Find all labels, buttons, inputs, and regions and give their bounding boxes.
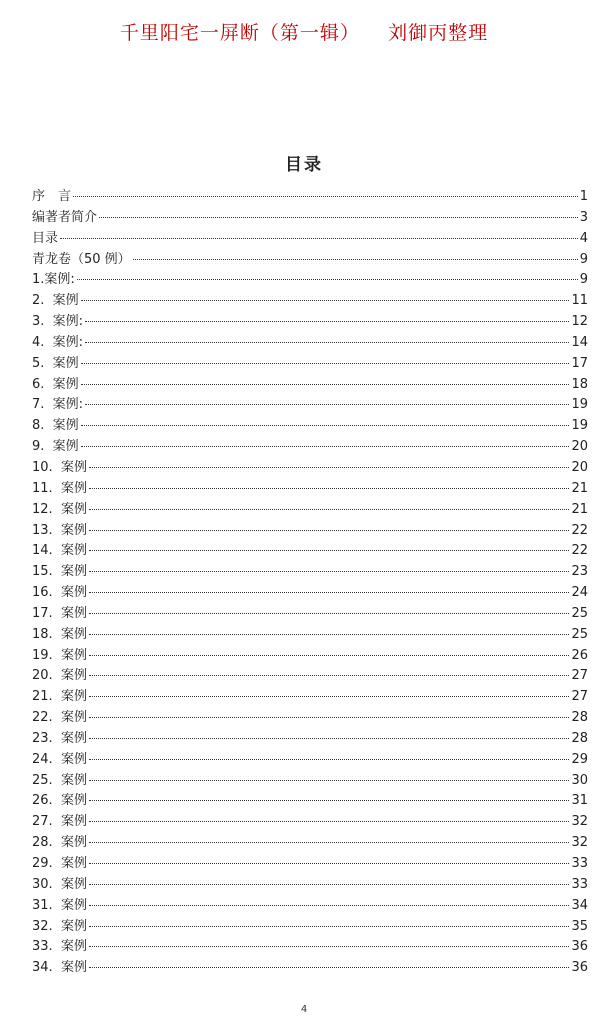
toc-entry[interactable] [32, 708, 588, 729]
toc-entry[interactable] [32, 250, 588, 271]
page-header: 千里阳宅一屏断（第一辑） 刘御丙整理 [119, 22, 489, 44]
toc-entry-page: 22 [571, 522, 588, 538]
toc-entry[interactable] [32, 229, 588, 250]
dot-leader [99, 216, 578, 218]
toc-entry[interactable] [32, 917, 588, 938]
dot-leader [85, 403, 569, 405]
toc-entry-page: 36 [571, 939, 588, 955]
toc-entry-page: 1 [579, 189, 588, 204]
toc-entry-title: 22. 案例 [32, 710, 87, 726]
toc-entry-page: 19 [571, 418, 588, 434]
toc-entry-page: 36 [571, 960, 588, 976]
toc-entry[interactable] [32, 833, 588, 854]
toc-entry-page: 21 [571, 501, 588, 517]
toc-entry-page: 33 [571, 856, 588, 871]
dot-leader [89, 737, 570, 739]
toc-entry-page: 28 [571, 710, 588, 726]
toc-entry-title: 32. 案例 [32, 918, 87, 934]
dot-leader [85, 341, 569, 343]
toc-entry[interactable] [32, 666, 588, 687]
toc-entry-page: 12 [571, 314, 588, 330]
toc-entry[interactable] [32, 375, 588, 396]
toc-entry-title: 序 言 [32, 189, 72, 204]
toc-entry[interactable] [32, 958, 588, 979]
toc-entry-page: 9 [579, 272, 588, 288]
toc-entry-page: 9 [579, 251, 588, 267]
toc-entry-title: 4. 案例: [32, 334, 84, 350]
toc-entry[interactable] [32, 208, 588, 229]
toc-entry-title: 18. 案例 [32, 626, 87, 642]
dot-leader [89, 966, 570, 968]
dot-leader [89, 487, 570, 489]
toc-entry-page: 32 [571, 835, 588, 851]
toc-entry[interactable] [32, 437, 588, 458]
dot-leader [89, 925, 570, 927]
dot-leader [89, 570, 570, 572]
toc-entry-title: 30. 案例 [32, 876, 87, 892]
toc-entry[interactable] [32, 333, 588, 354]
toc-entry[interactable] [32, 312, 588, 333]
toc-entry-page: 31 [571, 793, 588, 809]
dot-leader [89, 862, 570, 864]
toc-entry-title: 20. 案例 [32, 668, 87, 684]
toc-entry[interactable] [32, 812, 588, 833]
dot-leader [81, 383, 570, 385]
dot-leader [89, 758, 570, 760]
toc-entry-page: 27 [571, 689, 588, 705]
toc-entry-title: 12. 案例 [32, 501, 87, 517]
toc-entry-page: 19 [571, 397, 588, 413]
toc-entry-title: 目录 [32, 230, 59, 246]
toc-entry-page: 14 [571, 334, 588, 350]
toc-entry-page: 32 [571, 814, 588, 830]
toc-entry-title: 15. 案例 [32, 564, 87, 580]
toc-entry-page: 17 [571, 355, 588, 371]
toc-entry-title: 25. 案例 [32, 772, 87, 788]
dot-leader [89, 716, 570, 718]
dot-leader [81, 445, 570, 447]
dot-leader [89, 529, 570, 531]
toc-entry-title: 17. 案例 [32, 605, 87, 621]
toc-entry[interactable] [32, 750, 588, 771]
toc-entry[interactable] [32, 562, 588, 583]
toc-entry-title: 28. 案例 [32, 835, 87, 851]
dot-leader [89, 799, 570, 801]
toc-entry[interactable] [32, 395, 588, 416]
toc-entry[interactable] [32, 687, 588, 708]
toc-entry-page: 18 [571, 376, 588, 392]
toc-entry-page: 11 [571, 293, 588, 309]
toc-entry-title: 6. 案例 [32, 376, 79, 392]
dot-leader [81, 362, 570, 364]
toc-entry[interactable] [32, 541, 588, 562]
toc-entry-page: 27 [571, 668, 588, 684]
toc-entry[interactable] [32, 416, 588, 437]
dot-leader [89, 945, 570, 947]
toc-entry-title: 7. 案例: [32, 397, 84, 413]
dot-leader [89, 904, 570, 906]
dot-leader [89, 695, 570, 697]
toc-entry-page: 25 [571, 605, 588, 621]
toc-entry-title: 29. 案例 [32, 856, 87, 871]
toc-entry-title: 14. 案例 [32, 543, 87, 559]
toc-entry[interactable] [32, 291, 588, 312]
toc-entry-title: 19. 案例 [32, 647, 87, 663]
dot-leader [60, 237, 578, 239]
toc-entry-page: 33 [571, 876, 588, 892]
toc-entry-title: 2. 案例 [32, 293, 79, 309]
toc-entry-page: 28 [571, 730, 588, 746]
toc-entry-page: 20 [571, 459, 588, 475]
toc-entry-title: 34. 案例 [32, 960, 87, 976]
toc-entry[interactable] [32, 791, 588, 812]
toc-entry-title: 9. 案例 [32, 439, 79, 455]
page-number: 4 [300, 1004, 308, 1015]
toc-entry-title: 8. 案例 [32, 418, 79, 434]
toc-entry-page: 3 [579, 209, 588, 225]
toc-entry[interactable] [32, 896, 588, 917]
toc-entry-page: 34 [571, 897, 588, 913]
toc-entry-page: 20 [571, 439, 588, 455]
toc-entry[interactable] [32, 500, 588, 521]
toc-entry-page: 25 [571, 626, 588, 642]
toc-entry[interactable] [32, 729, 588, 750]
toc-entry-title: 10. 案例 [32, 459, 87, 475]
toc-entry-title: 3. 案例: [32, 314, 84, 330]
toc-entry-title: 5. 案例 [32, 355, 79, 371]
toc-entry-page: 23 [571, 564, 588, 580]
toc-heading: 目录 [285, 155, 323, 175]
dot-leader [89, 591, 570, 593]
toc-entry[interactable] [32, 937, 588, 958]
toc-entry[interactable] [32, 583, 588, 604]
toc-entry[interactable] [32, 854, 588, 875]
dot-leader [89, 841, 570, 843]
dot-leader [85, 320, 569, 322]
dot-leader [89, 883, 570, 885]
toc-list [32, 187, 588, 979]
toc-entry[interactable] [32, 521, 588, 542]
dot-leader [133, 258, 578, 260]
toc-entry-title: 27. 案例 [32, 814, 87, 830]
toc-entry-title: 26. 案例 [32, 793, 87, 809]
toc-entry-title: 31. 案例 [32, 897, 87, 913]
toc-entry-page: 4 [579, 230, 588, 246]
dot-leader [89, 779, 570, 781]
toc-entry-page: 30 [571, 772, 588, 788]
toc-entry-page: 35 [571, 918, 588, 934]
toc-entry[interactable] [32, 625, 588, 646]
dot-leader [81, 299, 570, 301]
toc-entry[interactable] [32, 479, 588, 500]
dot-leader [89, 820, 570, 822]
toc-entry-page: 29 [571, 751, 588, 767]
dot-leader [89, 674, 570, 676]
dot-leader [89, 466, 570, 468]
dot-leader [89, 549, 570, 551]
toc-entry[interactable] [32, 458, 588, 479]
toc-entry-title: 23. 案例 [32, 730, 87, 746]
toc-entry-title: 青龙卷（50 例） [32, 251, 131, 267]
toc-entry[interactable] [32, 646, 588, 667]
dot-leader [73, 195, 578, 197]
toc-entry[interactable] [32, 270, 588, 291]
toc-entry-title: 33. 案例 [32, 939, 87, 955]
dot-leader [89, 612, 570, 614]
toc-entry[interactable] [32, 771, 588, 792]
toc-entry-title: 24. 案例 [32, 751, 87, 767]
toc-entry-page: 21 [571, 480, 588, 496]
toc-entry[interactable] [32, 875, 588, 896]
toc-entry-title: 11. 案例 [32, 480, 87, 496]
toc-entry-page: 24 [571, 585, 588, 601]
dot-leader [89, 508, 570, 510]
dot-leader [89, 654, 570, 656]
toc-entry-page: 26 [571, 647, 588, 663]
toc-entry[interactable] [32, 354, 588, 375]
toc-entry-page: 22 [571, 543, 588, 559]
toc-entry-title: 16. 案例 [32, 585, 87, 601]
toc-entry[interactable] [32, 187, 588, 208]
dot-leader [89, 633, 570, 635]
toc-entry[interactable] [32, 604, 588, 625]
toc-entry-title: 1.案例: [32, 272, 75, 288]
dot-leader [81, 424, 570, 426]
toc-entry-title: 13. 案例 [32, 522, 87, 538]
toc-entry-title: 编著者简介 [32, 209, 98, 225]
toc-entry-title: 21. 案例 [32, 689, 87, 705]
dot-leader [77, 278, 578, 280]
